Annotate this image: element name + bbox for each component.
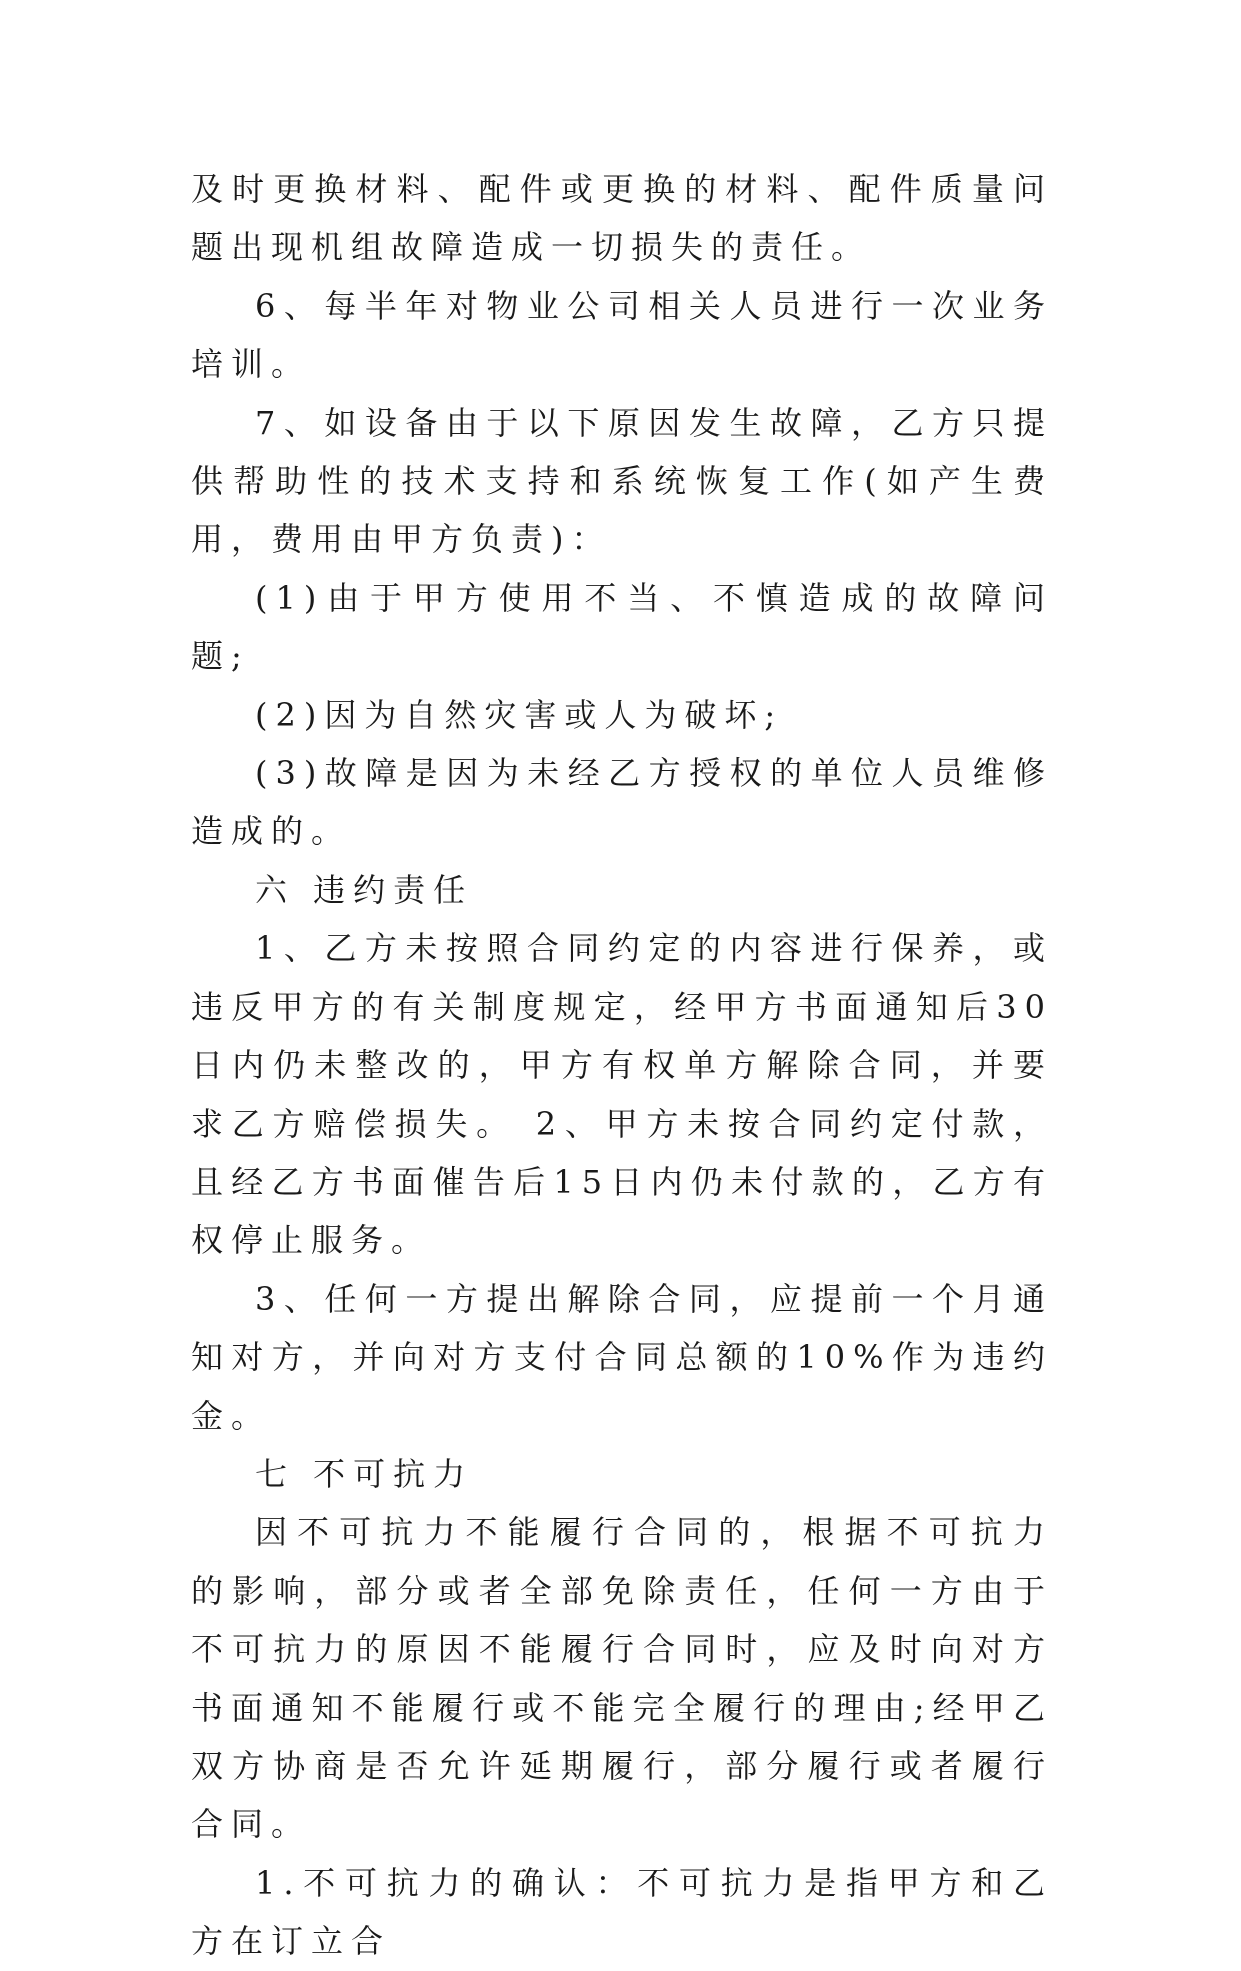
document-body (191, 160, 1053, 1971)
paragraph-force-majeure: 因不可抗力不能履行合同的，根据不可抗力的影响，部分或者全部免除责任，任何一方由于不可抗力的原因不能履行合同时，应及时向对方书面通知不能履行或不能完全履行的理由;经甲乙双方协商是否允许延期履行，部分履行或者履行合同。 (191, 1513, 1053, 1844)
paragraph-subitem-3: (3)故障是因为未经乙方授权的单位人员维修造成的。 (191, 754, 1053, 851)
section-heading-force-majeure: 七 不可抗力 (255, 1454, 474, 1493)
paragraph-continuation: 及时更换材料、配件或更换的材料、配件质量问题出现机组故障造成一切损失的责任。 (191, 170, 1053, 267)
paragraph-subitem-1: (1)由于甲方使用不当、不慎造成的故障问题; (191, 578, 1053, 676)
paragraph-breach-3: 3、任何一方提出解除合同，应提前一个月通知对方，并向对方支付合同总额的10%作为违约金。 (191, 1279, 1053, 1435)
section-heading-breach: 六 违约责任 (255, 870, 474, 909)
paragraph-breach-1-2: 1、乙方未按照合同约定的内容进行保养，或违反甲方的有关制度规定，经甲方书面通知后30日内仍未整改的，甲方有权单方解除合同，并要求乙方赔偿损失。 2、甲方未按合同约定付款，且经乙方书面催告后15日内仍未付款的，乙方有权停止服务。 (191, 929, 1053, 1260)
paragraph-force-majeure-1: 1.不可抗力的确认：不可抗力是指甲方和乙方在订立合 (191, 1863, 1053, 1961)
paragraph-subitem-2: (2)因为自然灾害或人为破坏; (255, 695, 784, 734)
paragraph-item-7: 7、如设备由于以下原因发生故障，乙方只提供帮助性的技术支持和系统恢复工作(如产生费用，费用由甲方负责)： (191, 403, 1053, 559)
paragraph-item-6: 6、每半年对物业公司相关人员进行一次业务培训。 (191, 286, 1053, 384)
